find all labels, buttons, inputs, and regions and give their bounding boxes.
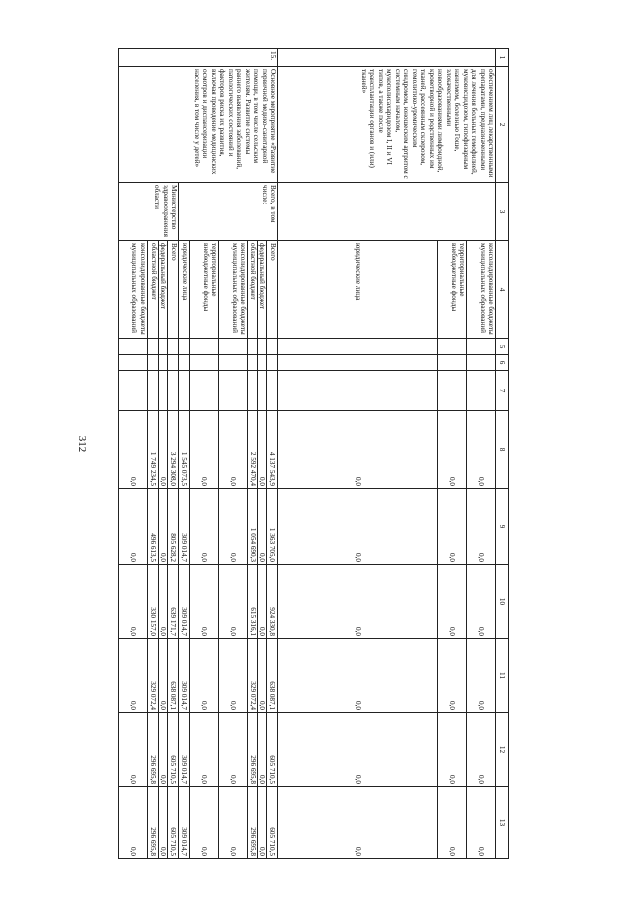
- col-number: 4: [496, 241, 509, 339]
- value-cell: 0,0: [467, 565, 496, 639]
- value-cell: 330 157,0: [147, 565, 158, 639]
- rotated-table-container: [96, 48, 509, 858]
- value-cell: 0,0: [118, 565, 147, 639]
- col-number: 2: [496, 67, 509, 183]
- value-cell: 0,0: [467, 489, 496, 565]
- cont-description: обеспечением лиц лекарственными препаратами, предназначенными для лечения больных гемофилией, муковисцидозом, гипофизарным нанизмом, болезнью Гоше, злокачественными новообразованиями лимфоидной, кроветворной и родственных им тканей, рассеянным склерозом, гемолитико-уремическим синдромом, юношеским артритом с системным началом, мукополисахаридозом I, II и VI типов, а также после трансплантации органов и (или) тканей»: [278, 67, 496, 183]
- value-cell: 0,0: [158, 787, 167, 859]
- value-cell: 309 014,7: [179, 787, 190, 859]
- value-cell: 1 545 073,5: [179, 411, 190, 489]
- value-cell: 4 137 543,9: [267, 411, 278, 489]
- value-cell: 0,0: [438, 713, 467, 787]
- source-cell: областной бюджет: [248, 241, 257, 339]
- value-cell: 0,0: [278, 787, 438, 859]
- value-cell: 0,0: [467, 713, 496, 787]
- value-cell: 605 710,5: [168, 787, 179, 859]
- value-cell: 309 014,7: [179, 565, 190, 639]
- value-cell: 0,0: [118, 713, 147, 787]
- value-cell: 0,0: [118, 411, 147, 489]
- value-cell: 0,0: [190, 411, 219, 489]
- col-number: 3: [496, 183, 509, 241]
- value-cell: 605 710,5: [267, 787, 278, 859]
- value-cell: 296 695,8: [147, 713, 158, 787]
- value-cell: 0,0: [118, 787, 147, 859]
- value-cell: 638 087,1: [168, 639, 179, 713]
- source-cell: юридические лица: [179, 241, 190, 339]
- value-cell: 0,0: [467, 639, 496, 713]
- col-number: 1: [496, 49, 509, 67]
- value-cell: 0,0: [158, 713, 167, 787]
- page-number: 312: [76, 435, 88, 453]
- value-cell: 0,0: [257, 565, 266, 639]
- value-cell: 639 171,7: [168, 565, 179, 639]
- value-cell: 0,0: [438, 489, 467, 565]
- value-cell: 0,0: [278, 565, 438, 639]
- col-number: 12: [496, 713, 509, 787]
- col-number: 8: [496, 411, 509, 489]
- source-cell: юридические лица: [278, 241, 438, 339]
- value-cell: 0,0: [190, 639, 219, 713]
- value-cell: 0,0: [219, 411, 248, 489]
- value-cell: 605 710,5: [267, 713, 278, 787]
- col-number: 9: [496, 489, 509, 565]
- value-cell: 0,0: [278, 713, 438, 787]
- source-cell: Всего: [267, 241, 278, 339]
- value-cell: 296 695,8: [248, 787, 257, 859]
- value-cell: 0,0: [190, 787, 219, 859]
- value-cell: 0,0: [278, 639, 438, 713]
- col-number: 5: [496, 339, 509, 355]
- item-number: 15.: [118, 49, 277, 67]
- col-number: 6: [496, 355, 509, 371]
- table-row: [467, 49, 496, 859]
- value-cell: 309 014,7: [179, 489, 190, 565]
- col-number: 10: [496, 565, 509, 639]
- source-cell: консолидированные бюджеты муниципальных образований: [467, 241, 496, 339]
- value-cell: 0,0: [257, 411, 266, 489]
- value-cell: 0,0: [438, 411, 467, 489]
- value-cell: 329 072,4: [248, 639, 257, 713]
- value-cell: 0,0: [219, 489, 248, 565]
- value-cell: 0,0: [257, 787, 266, 859]
- value-cell: 1 054 690,3: [248, 489, 257, 565]
- source-cell: территориальные внебюджетные фонды: [438, 241, 467, 339]
- value-cell: 924 330,8: [267, 565, 278, 639]
- executor-ministry: Министерство здравоохранения области: [118, 183, 178, 241]
- value-cell: 0,0: [438, 787, 467, 859]
- table-row: [267, 49, 278, 859]
- value-cell: 605 710,5: [168, 713, 179, 787]
- source-cell: федеральный бюджет: [158, 241, 167, 339]
- value-cell: 1 363 705,0: [267, 489, 278, 565]
- value-cell: 3 294 308,0: [168, 411, 179, 489]
- value-cell: 0,0: [438, 565, 467, 639]
- value-cell: 1 749 234,5: [147, 411, 158, 489]
- value-cell: 0,0: [219, 787, 248, 859]
- source-cell: Всего: [168, 241, 179, 339]
- value-cell: 0,0: [257, 713, 266, 787]
- value-cell: 0,0: [118, 639, 147, 713]
- source-cell: консолидированные бюджеты муниципальных образований: [219, 241, 248, 339]
- value-cell: 0,0: [158, 639, 167, 713]
- value-cell: 0,0: [158, 565, 167, 639]
- value-cell: 329 072,4: [147, 639, 158, 713]
- source-cell: федеральный бюджет: [257, 241, 266, 339]
- value-cell: 0,0: [190, 713, 219, 787]
- value-cell: 0,0: [118, 489, 147, 565]
- value-cell: 0,0: [257, 639, 266, 713]
- source-cell: областной бюджет: [147, 241, 158, 339]
- col-number: 7: [496, 371, 509, 411]
- value-cell: 0,0: [158, 489, 167, 565]
- value-cell: 0,0: [467, 787, 496, 859]
- value-cell: 309 014,7: [179, 713, 190, 787]
- item-description: Основное мероприятие «Развитие первичной медико-санитарной помощи, в том числе сельским жителям. Развитие системы раннего выявления заболеваний, патологических состояний и факторов риска их развития, включая проведение медицинских осмотров и диспансеризации населения, в том числе у детей»: [118, 67, 277, 183]
- value-cell: 496 613,5: [147, 489, 158, 565]
- value-cell: 0,0: [278, 489, 438, 565]
- value-cell: 0,0: [219, 565, 248, 639]
- executor-total: Всего, в том числе:: [179, 183, 278, 241]
- value-cell: 0,0: [219, 639, 248, 713]
- value-cell: 0,0: [219, 713, 248, 787]
- value-cell: 0,0: [190, 489, 219, 565]
- value-cell: 296 695,8: [248, 713, 257, 787]
- value-cell: 0,0: [190, 565, 219, 639]
- value-cell: 615 316,1: [248, 565, 257, 639]
- col-number: 11: [496, 639, 509, 713]
- column-number-row: [496, 49, 509, 859]
- value-cell: 296 695,8: [147, 787, 158, 859]
- value-cell: 0,0: [438, 639, 467, 713]
- value-cell: 309 014,7: [179, 639, 190, 713]
- value-cell: 0,0: [467, 411, 496, 489]
- source-cell: консолидированные бюджеты муниципальных образований: [118, 241, 147, 339]
- source-cell: территориальные внебюджетные фонды: [190, 241, 219, 339]
- value-cell: 0,0: [257, 489, 266, 565]
- col-number: 13: [496, 787, 509, 859]
- budget-table: [118, 48, 509, 859]
- value-cell: 0,0: [158, 411, 167, 489]
- value-cell: 2 592 470,4: [248, 411, 257, 489]
- value-cell: 805 628,2: [168, 489, 179, 565]
- value-cell: 0,0: [278, 411, 438, 489]
- value-cell: 638 087,1: [267, 639, 278, 713]
